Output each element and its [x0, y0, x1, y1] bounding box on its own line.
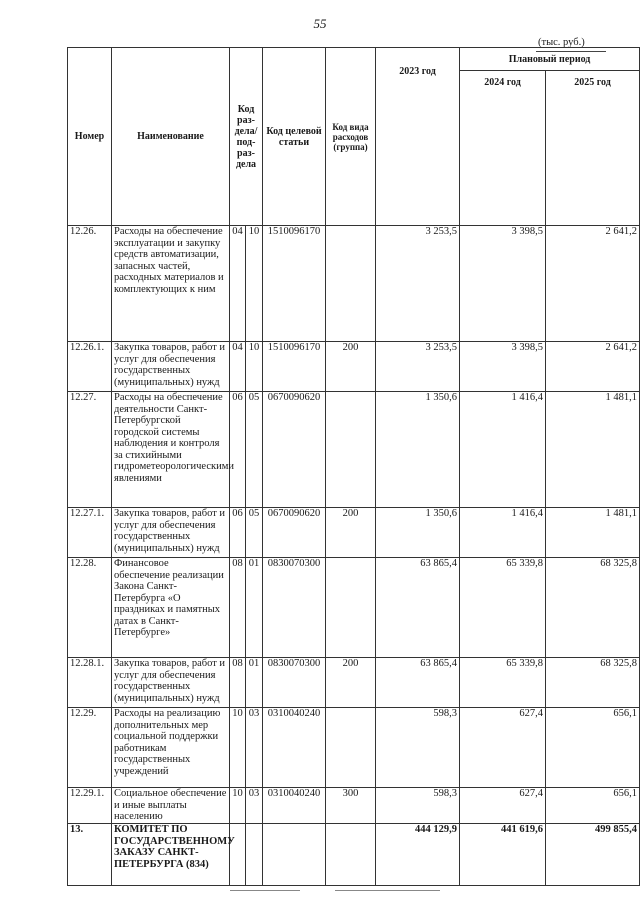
row-subsection: 03	[246, 788, 263, 824]
row-target-code: 0830070300	[263, 558, 326, 658]
row-amount-2024: 627,4	[460, 708, 546, 788]
row-section: 06	[230, 392, 246, 508]
row-expense-kind: 300	[326, 788, 376, 824]
row-expense-kind	[326, 708, 376, 788]
row-amount-2025: 2 641,2	[546, 342, 640, 392]
row-name: Расходы на обеспечение эксплуатации и закупку средств автоматизации, запасных частей, расходных материалов и комплектующих к ним	[112, 226, 230, 342]
row-name: Расходы на реализацию дополнительных мер социальной поддержки работникам государственных учреждений	[112, 708, 230, 788]
row-expense-kind	[326, 824, 376, 886]
table-row	[68, 658, 640, 708]
table-row	[68, 788, 640, 824]
footer-rule-left	[230, 890, 300, 891]
header-year-2024: 2024 год	[460, 71, 546, 226]
header-expense-kind-code: Код вида расходов (группа)	[326, 48, 376, 226]
row-amount-2023: 1 350,6	[376, 508, 460, 558]
row-section: 08	[230, 558, 246, 658]
row-section: 04	[230, 342, 246, 392]
row-amount-2024: 65 339,8	[460, 558, 546, 658]
row-expense-kind: 200	[326, 658, 376, 708]
row-section: 10	[230, 788, 246, 824]
header-target-code: Код целевой статьи	[263, 48, 326, 226]
row-amount-2024: 1 416,4	[460, 392, 546, 508]
row-amount-2023: 1 350,6	[376, 392, 460, 508]
row-amount-2023: 63 865,4	[376, 558, 460, 658]
row-amount-2025: 68 325,8	[546, 658, 640, 708]
row-expense-kind	[326, 558, 376, 658]
row-number: 12.26.1.	[68, 342, 112, 392]
header-name: Наименование	[112, 48, 230, 226]
row-target-code: 0830070300	[263, 658, 326, 708]
row-name: Расходы на обеспечение деятельности Санкт-Петербургской городской системы наблюдения и контроля за стихийными гидрометеорологическими явлениями	[112, 392, 230, 508]
row-section: 06	[230, 508, 246, 558]
header-planning-period: Плановый период	[460, 48, 640, 71]
row-name: Финансовое обеспечение реализации Закона Санкт-Петербурга «О праздниках и памятных датах в Санкт-Петербурге»	[112, 558, 230, 658]
table-row	[68, 392, 640, 508]
row-amount-2024: 3 398,5	[460, 226, 546, 342]
row-name: Закупка товаров, работ и услуг для обеспечения государственных (муниципальных) нужд	[112, 508, 230, 558]
table-row	[68, 508, 640, 558]
row-subsection: 01	[246, 558, 263, 658]
row-section: 08	[230, 658, 246, 708]
row-section: 04	[230, 226, 246, 342]
row-subsection: 03	[246, 708, 263, 788]
row-amount-2024: 441 619,6	[460, 824, 546, 886]
header-year-2025: 2025 год	[546, 71, 640, 226]
table-row	[68, 342, 640, 392]
row-amount-2023: 598,3	[376, 708, 460, 788]
header-year-2023: 2023 год	[376, 48, 460, 226]
row-section	[230, 824, 246, 886]
row-subsection: 10	[246, 342, 263, 392]
budget-table	[67, 47, 640, 886]
row-number: 13.	[68, 824, 112, 886]
row-number: 12.29.	[68, 708, 112, 788]
header-number: Номер	[68, 48, 112, 226]
row-name: Социальное обеспечение и иные выплаты населению	[112, 788, 230, 824]
row-subsection	[246, 824, 263, 886]
row-target-code: 1510096170	[263, 226, 326, 342]
row-target-code: 0310040240	[263, 708, 326, 788]
row-expense-kind: 200	[326, 508, 376, 558]
row-name: КОМИТЕТ ПО ГОСУДАРСТВЕННОМУ ЗАКАЗУ САНКТ-ПЕТЕРБУРГА (834)	[112, 824, 230, 886]
page-number: 55	[313, 16, 327, 31]
row-amount-2023: 3 253,5	[376, 226, 460, 342]
row-amount-2025: 656,1	[546, 708, 640, 788]
row-number: 12.29.1.	[68, 788, 112, 824]
units-label: (тыс. руб.)	[538, 37, 585, 48]
row-target-code	[263, 824, 326, 886]
row-target-code: 0670090620	[263, 508, 326, 558]
table-header	[68, 48, 640, 226]
row-amount-2024: 627,4	[460, 788, 546, 824]
row-amount-2025: 1 481,1	[546, 392, 640, 508]
row-amount-2023: 598,3	[376, 788, 460, 824]
row-name: Закупка товаров, работ и услуг для обеспечения государственных (муниципальных) нужд	[112, 658, 230, 708]
table-row	[68, 226, 640, 342]
row-subsection: 05	[246, 392, 263, 508]
row-amount-2024: 65 339,8	[460, 658, 546, 708]
row-amount-2024: 1 416,4	[460, 508, 546, 558]
row-name: Закупка товаров, работ и услуг для обеспечения государственных (муниципальных) нужд	[112, 342, 230, 392]
row-subsection: 05	[246, 508, 263, 558]
row-expense-kind	[326, 392, 376, 508]
row-amount-2023: 3 253,5	[376, 342, 460, 392]
row-amount-2023: 444 129,9	[376, 824, 460, 886]
row-subsection: 01	[246, 658, 263, 708]
table-row	[68, 708, 640, 788]
row-number: 12.26.	[68, 226, 112, 342]
row-expense-kind: 200	[326, 342, 376, 392]
row-amount-2025: 68 325,8	[546, 558, 640, 658]
footer-rule-right	[335, 890, 440, 891]
row-number: 12.27.	[68, 392, 112, 508]
row-target-code: 0310040240	[263, 788, 326, 824]
table-body	[68, 226, 640, 886]
table-row	[68, 558, 640, 658]
row-expense-kind	[326, 226, 376, 342]
row-amount-2023: 63 865,4	[376, 658, 460, 708]
row-number: 12.28.1.	[68, 658, 112, 708]
header-section-code: Код раз-дела/ под-раз-дела	[230, 48, 263, 226]
row-amount-2025: 2 641,2	[546, 226, 640, 342]
row-subsection: 10	[246, 226, 263, 342]
table-row	[68, 824, 640, 886]
row-amount-2025: 656,1	[546, 788, 640, 824]
row-amount-2025: 499 855,4	[546, 824, 640, 886]
row-section: 10	[230, 708, 246, 788]
row-number: 12.28.	[68, 558, 112, 658]
row-target-code: 0670090620	[263, 392, 326, 508]
row-number: 12.27.1.	[68, 508, 112, 558]
row-amount-2024: 3 398,5	[460, 342, 546, 392]
row-target-code: 1510096170	[263, 342, 326, 392]
row-amount-2025: 1 481,1	[546, 508, 640, 558]
